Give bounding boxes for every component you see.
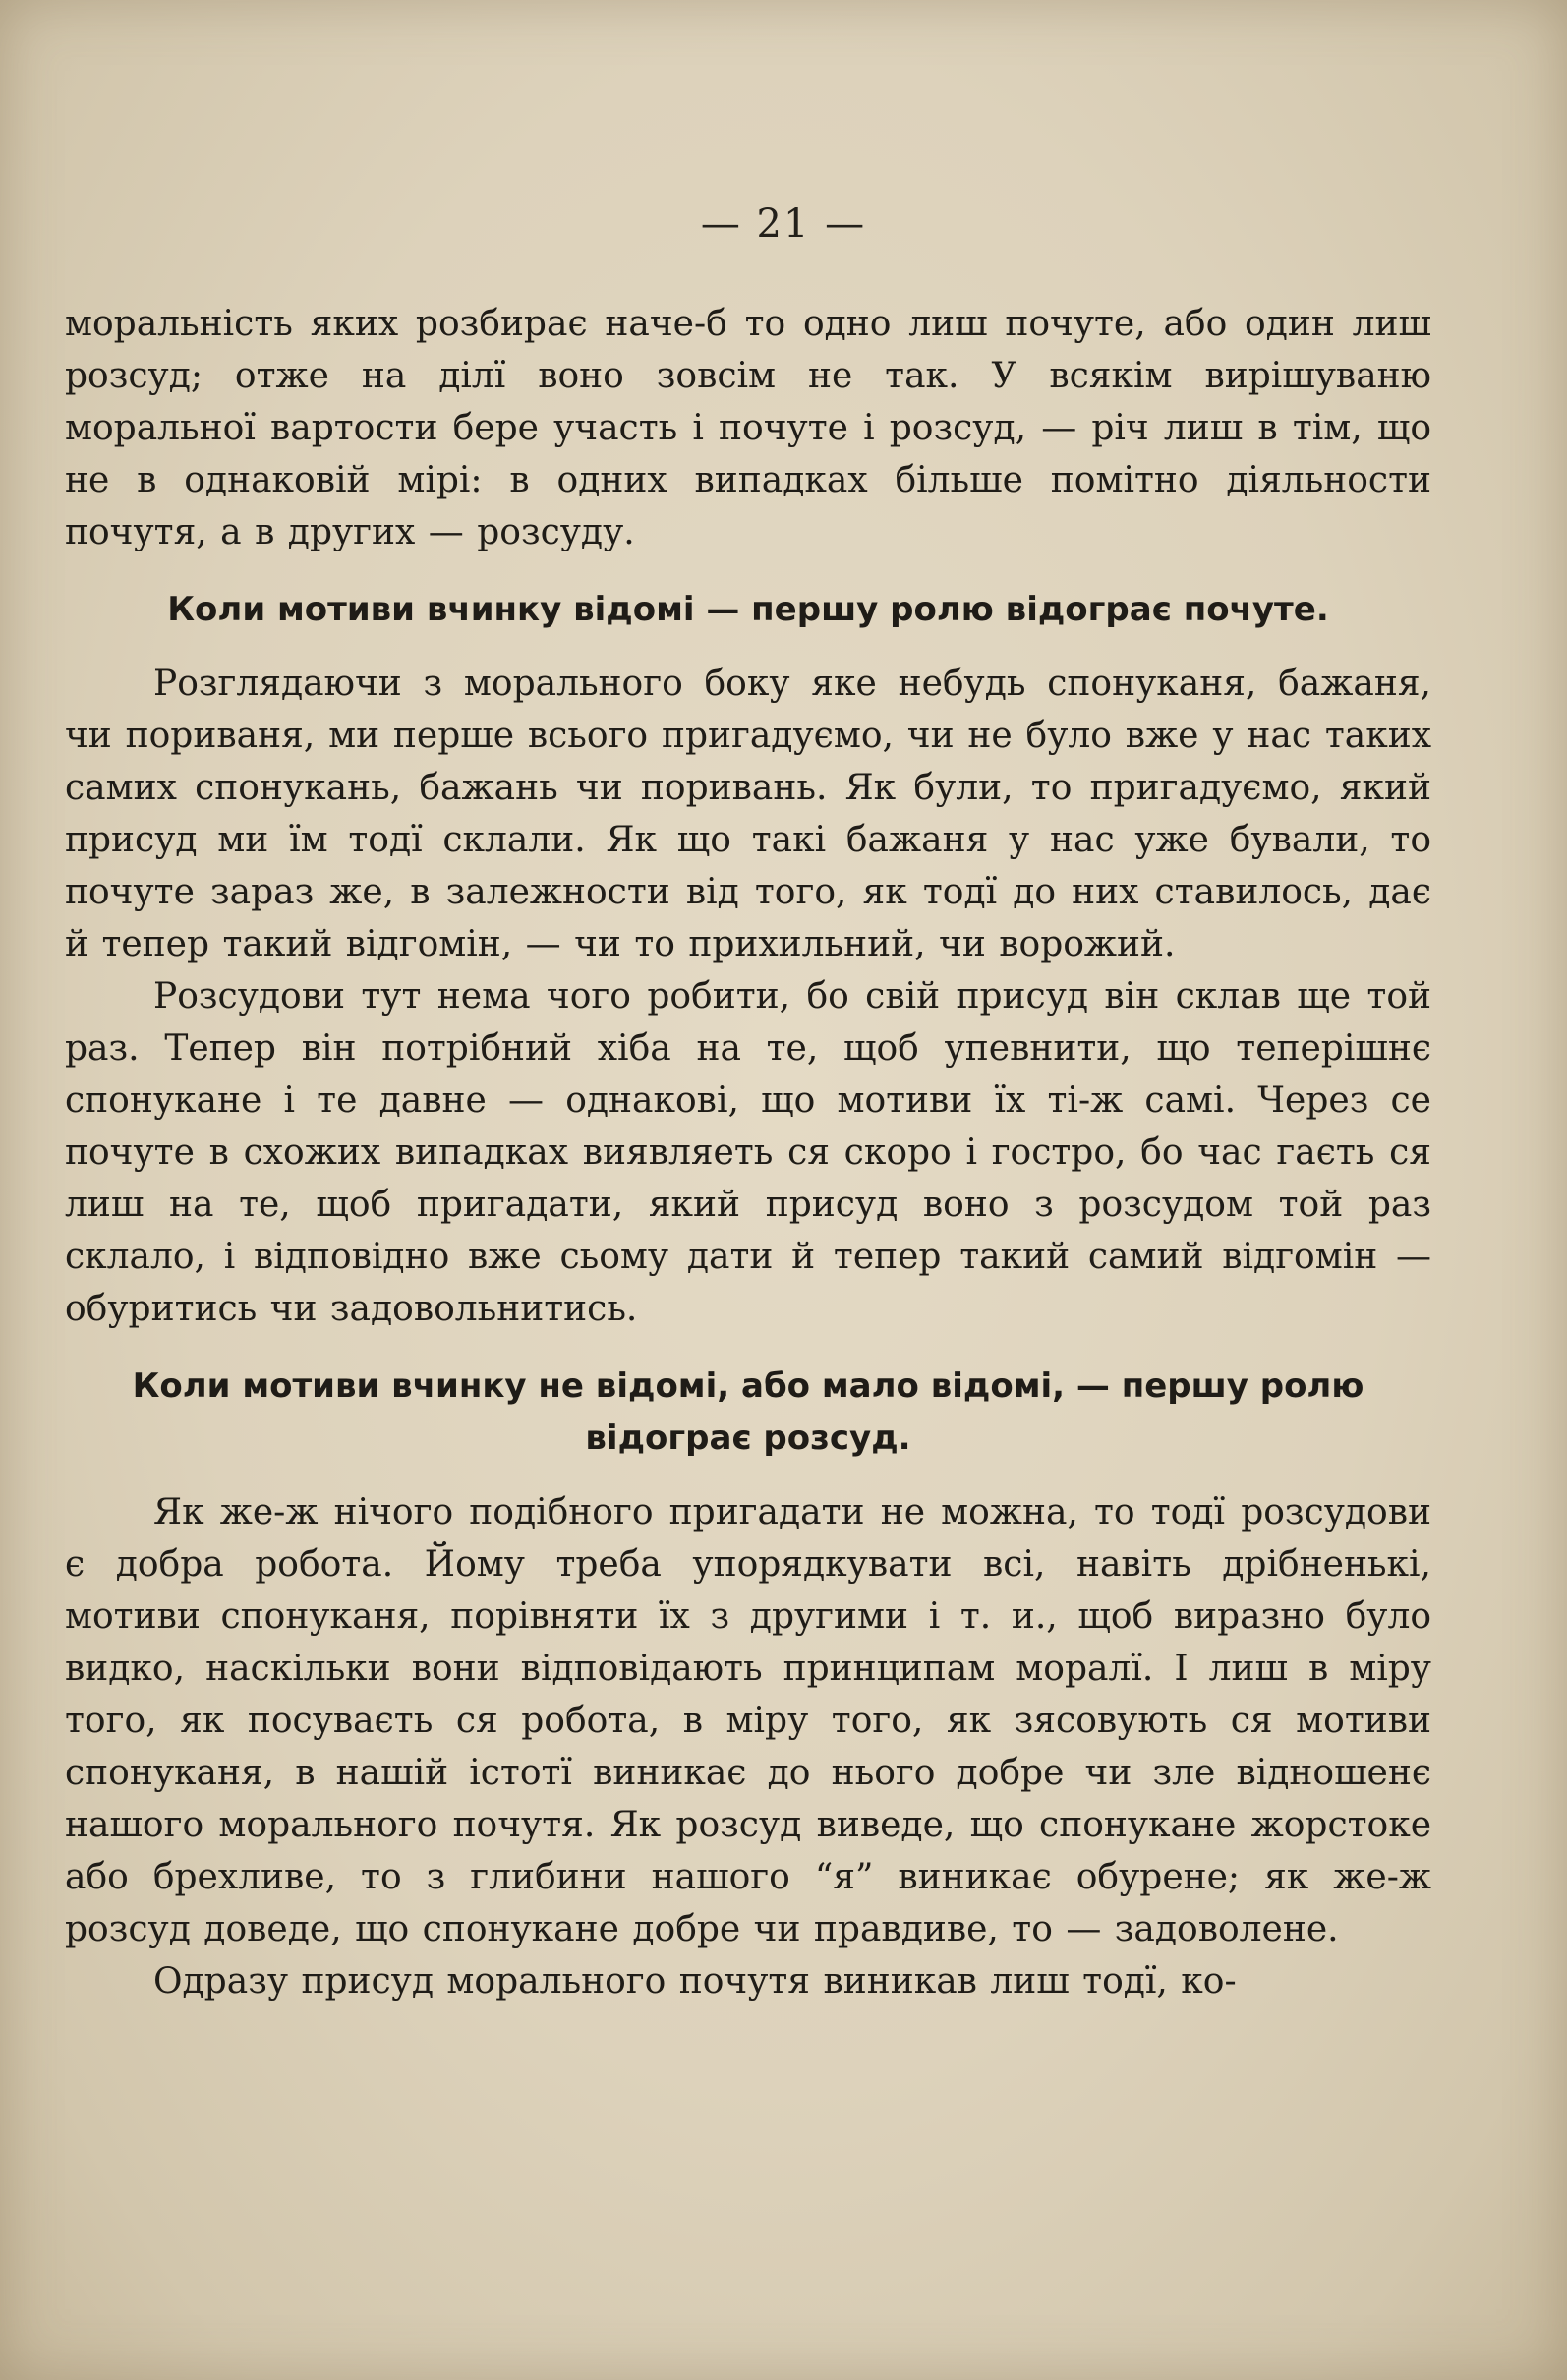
page-number: — 21 — <box>700 202 867 247</box>
paragraph-5: Одразу присуд морального почутя виникав лиш тодї, ко- <box>153 1961 1237 2002</box>
section-heading-1: Коли мотиви вчинку відомі — першу ролю відограє почуте. <box>167 590 1329 629</box>
paragraph-3: Розсудови тут нема чого робити, бо свій присуд він склав ще той раз. Тепер він потрібний хіба на те, щоб упевнити, що теперішнє спонукане і те давне — однакові, що мотиви їх ті-ж самі. Через се почуте в схожих випадках виявляеть ся скоро і гостро, бо час гаєть ся лиш на те, щоб пригадати, який присуд воно з розсудом той раз склало, і відповідно вже сьому дати й тепер такий самий відгомін — обуритись чи задовольнитись. <box>65 976 1431 1329</box>
paragraph-1: моральність яких розбирає наче-б то одно лиш почуте, або один лиш розсуд; отже на ділї воно зовсім не так. У всякім вирішуваню моральної вартости бере участь і почуте і розсуд, — річ лиш в тім, що не в однаковій мірі: в одних випадках більше помітно діяльности почутя, а в других — розсуду. <box>65 304 1431 552</box>
section-heading-2: Коли мотиви вчинку не відомі, або мало відомі, — першу ролю відограє розсуд. <box>132 1366 1364 1458</box>
paragraph-2: Розглядаючи з морального боку яке небудь спонуканя, бажаня, чи пориваня, ми перше всього пригадуємо, чи не було вже у нас таких самих спонукань, бажань чи поривань. Як були, то пригадуємо, який присуд ми їм тодї склали. Як що такі бажаня у нас уже бували, то почуте зараз же, в залежности від того, як тодї до них ставилось, дає й тепер такий відгомін, — чи то прихильний, чи ворожий. <box>65 664 1431 964</box>
text-block <box>65 298 1431 2007</box>
paragraph-4: Як же-ж нічого подібного пригадати не можна, то тодї розсудови є добра робота. Йому треба упорядкувати всі, навіть дрібненькі, мотиви спонуканя, порівняти їх з другими і т. и., щоб виразно було видко, наскільки вони відповідають принципам моралї. І лиш в міру того, як посуваєть ся робота, в міру того, як зясовують ся мотиви спонуканя, в нашій істотї виникає до нього добре чи зле відношенє нашого морального почутя. Як розсуд виведе, що спонукане жорстоке або брехливе, то з глибини нашого “я” виникає обурене; як же-ж розсуд доведе, що спонукане добре чи правдиве, то — задоволене. <box>65 1492 1431 1949</box>
